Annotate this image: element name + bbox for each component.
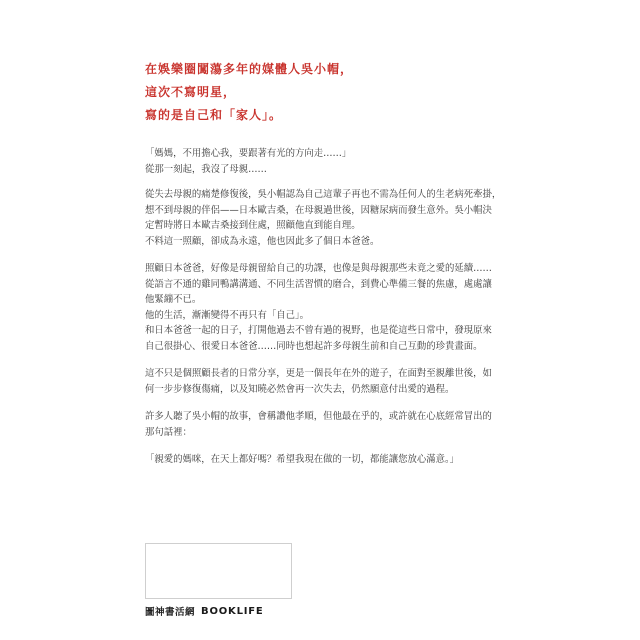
- intro-quote-line-1: 「媽媽，不用擔心我，要跟著有光的方向走……」: [145, 148, 352, 159]
- paragraph-4-line: 那句話裡：: [145, 426, 192, 438]
- paragraph-1-line: 定暫時將日本歐吉桑接到住處，照顧他直到能自理。: [145, 220, 361, 231]
- headline-block: [145, 58, 565, 127]
- paragraph-4-line: 許多人聽了吳小帽的故事，會稱讚他孝順，但他最在乎的，或許就在心底經常冒出的: [145, 411, 492, 422]
- paragraph-3-line: 何一步步修復傷痛，以及知曉必然會再一次失去，仍然願意付出愛的過程。: [145, 383, 455, 395]
- headline-line-3: 寫的是自己和「家人」。: [145, 108, 283, 122]
- logo-english-text: BOOKLIFE: [201, 605, 264, 617]
- paragraph-2-line: 和日本爸爸一起的日子，打開他過去不曾有過的視野，也是從這些日常中，發現原來: [145, 325, 492, 336]
- intro-quote-line-2: 從那一刻起，我沒了母親……: [145, 163, 267, 175]
- description-body: [145, 146, 510, 468]
- headline-line-1: 在娛樂圈闖蕩多年的媒體人吳小帽，: [145, 62, 354, 76]
- paragraph-2-line: 他緊繃不已。: [145, 294, 202, 305]
- booklife-logo: [145, 604, 264, 618]
- paragraph-2-line: 從語言不通的雞同鴨講溝通、不同生活習慣的磨合，到費心準備三餐的焦慮，處處讓: [145, 278, 492, 290]
- paragraph-3-line: 這不只是個照顧長者的日常分享，更是一個長年在外的遊子，在面對至親離世後，如: [145, 368, 492, 379]
- paragraph-1-line: 不料這一照顧，卻成為永遠，他也因此多了個日本爸爸。: [145, 235, 380, 247]
- paragraph-2-line: 他的生活，漸漸變得不再只有「自己」。: [145, 309, 310, 321]
- paragraph-1-line: 想不到母親的伴侶——日本歐吉桑，在母親過世後，因糖尿病而發生意外。吳小帽決: [145, 204, 492, 216]
- paragraph-2-line: 照顧日本爸爸，好像是母親留給自己的功課，也像是與母親那些未竟之愛的延續……: [145, 263, 492, 274]
- image-placeholder-frame: [145, 543, 292, 599]
- closing-quote: 「親愛的媽咪，在天上都好嗎？希望我現在做的一切，都能讓您放心滿意。」: [145, 454, 460, 465]
- logo-chinese-text: 圖神書活網: [145, 607, 196, 618]
- paragraph-2-line: 自己很掛心、很愛日本爸爸……同時也想起許多母親生前和自己互動的珍貴畫面。: [145, 340, 483, 352]
- paragraph-1-line: 從失去母親的痛楚修復後，吳小帽認為自己這輩子再也不需為任何人的生老病死牽掛，: [145, 189, 502, 200]
- headline-line-2: 這次不寫明星，: [145, 85, 237, 99]
